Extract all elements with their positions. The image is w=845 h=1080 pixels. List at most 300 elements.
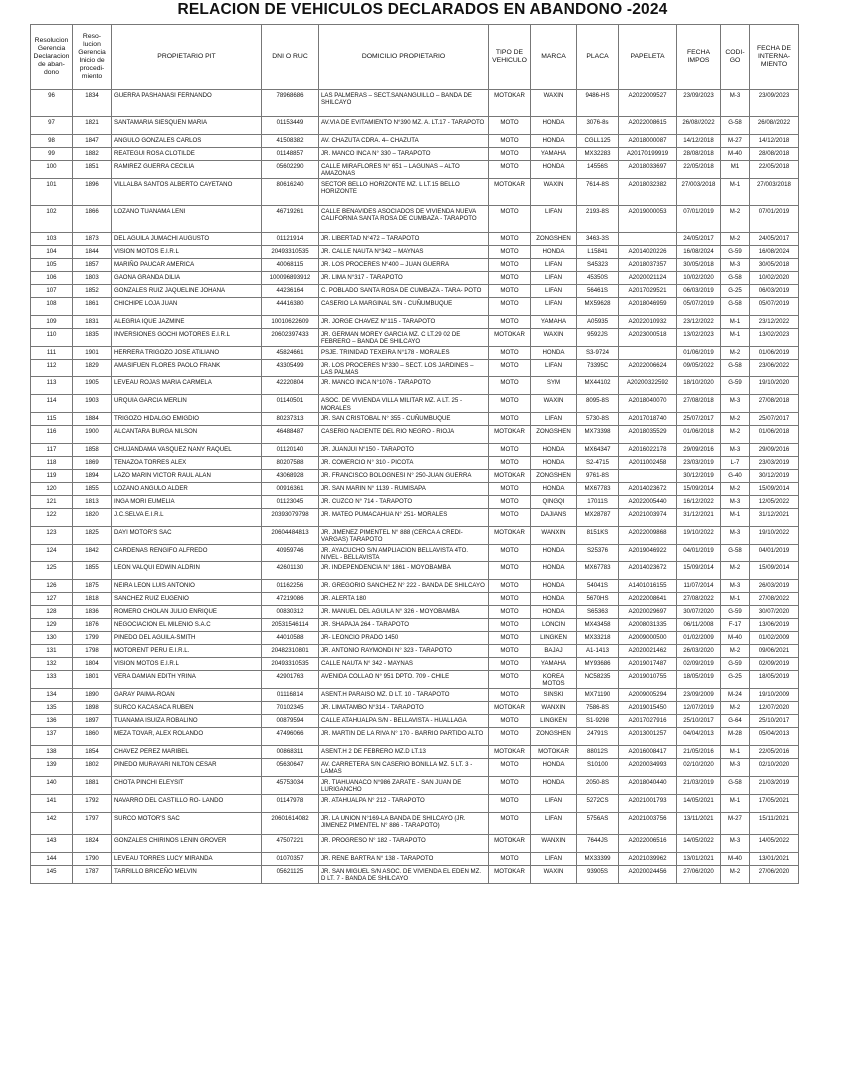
cell-papeleta: A2018037357 [619,259,677,272]
cell-marca: WAXIN [531,866,577,884]
cell-domicilio: JR. LOS PROCERES N°400 – JUAN GUERRA [319,259,489,272]
cell-dni-ruc: 40959746 [262,544,319,561]
cell-fecha-impos: 02/10/2020 [677,759,721,777]
cell-fecha-internamiento: 29/09/2016 [750,443,799,456]
cell-domicilio: JR. JORGE CHAVEZ N°115 - TARAPOTO [319,316,489,329]
table-row [31,702,799,715]
cell-papeleta: A2021003974 [619,508,677,526]
cell-tipo-vehiculo: MOTO [489,689,531,702]
cell-codigo: G-64 [721,715,750,728]
cell-res-abandono: 116 [31,425,73,443]
cell-propietario: TUANAMA ISUIZA ROBALINO [112,715,262,728]
table-row [31,835,799,853]
cell-propietario: NEGOCIACION EL MILENIO S.A.C [112,619,262,632]
cell-placa: S2-4715 [577,456,619,469]
cell-res-abandono: 135 [31,702,73,715]
table-row [31,443,799,456]
table-row [31,482,799,495]
cell-fecha-internamiento: 13/02/2023 [750,329,799,347]
cell-placa: 9592JS [577,329,619,347]
cell-papeleta: A2023000518 [619,329,677,347]
cell-placa: A05935 [577,316,619,329]
cell-placa: 5756AS [577,813,619,835]
cell-domicilio: JR. MARTIN DE LA RIVA N° 170 - BARRIO PARTIDO ALTO [319,728,489,746]
cell-dni-ruc: 43068928 [262,469,319,482]
cell-papeleta: A2019017487 [619,658,677,671]
cell-codigo: G-25 [721,671,750,689]
cell-res-inicio: 1905 [73,377,112,395]
cell-propietario: CHUJANDAMA VASQUEZ NANY RAQUEL [112,443,262,456]
cell-tipo-vehiculo: MOTO [489,316,531,329]
cell-fecha-impos: 12/07/2019 [677,702,721,715]
cell-propietario: HERRERA TRIGOZO JOSE ATILIANO [112,347,262,360]
cell-res-inicio: 1792 [73,795,112,813]
cell-res-inicio: 1896 [73,179,112,206]
cell-domicilio: LAS PALMERAS – SECT.SANANGUILLO – BANDA DE SHILCAYO [319,90,489,117]
cell-marca: LINGKEN [531,632,577,645]
cell-propietario: LAZO MARIN VICTOR RAUL ALAN [112,469,262,482]
cell-propietario: MARIÑO PAUCAR AMERICA [112,259,262,272]
cell-fecha-internamiento: 28/08/2018 [750,148,799,161]
cell-fecha-impos: 30/07/2020 [677,606,721,619]
cell-placa: MY93686 [577,658,619,671]
cell-marca: SYM [531,377,577,395]
cell-domicilio: JR. LIMATAMBO N°314 - TARAPOTO [319,702,489,715]
cell-marca: LIFAN [531,285,577,298]
cell-res-inicio: 1890 [73,689,112,702]
cell-tipo-vehiculo: MOTO [489,658,531,671]
cell-fecha-internamiento: 14/12/2018 [750,135,799,148]
cell-propietario: GONZALES CHIRINOS LENIN GROVER [112,835,262,853]
cell-papeleta: A2018035529 [619,425,677,443]
cell-fecha-impos: 14/05/2022 [677,835,721,853]
cell-domicilio: CALLE BENAVIDES ASOCIADOS DE VIVIENDA NUEVA CALIFORNIA SANTA ROSA DE CUMBAZA - TARAPOTO [319,206,489,233]
cell-marca: LIFAN [531,259,577,272]
cell-dni-ruc: 01070357 [262,853,319,866]
cell-placa: 56461S [577,285,619,298]
cell-res-inicio: 1836 [73,606,112,619]
table-row [31,795,799,813]
cell-propietario: TENAZOA TORRES ALEX [112,456,262,469]
cell-marca: MOTOKAR [531,746,577,759]
cell-propietario: PINEDO DEL AGUILA-SMITH [112,632,262,645]
cell-res-inicio: 1900 [73,425,112,443]
cell-fecha-impos: 28/08/2018 [677,148,721,161]
cell-tipo-vehiculo: MOTOKAR [489,90,531,117]
cell-domicilio: JR. RENE BARTRA N° 138 - TARAPOTO [319,853,489,866]
cell-domicilio: AV.VIA DE EVITAMIENTO N°390 MZ. A. LT.17 - TARAPOTO [319,117,489,135]
cell-dni-ruc: 42901763 [262,671,319,689]
cell-fecha-impos: 25/10/2017 [677,715,721,728]
table-row [31,853,799,866]
cell-propietario: VISION MOTOS E.I.R.L [112,658,262,671]
cell-fecha-internamiento: 30/07/2020 [750,606,799,619]
cell-propietario: CARDENAS RENGIFO ALFREDO [112,544,262,561]
cell-marca: LIFAN [531,853,577,866]
cell-dni-ruc: 46719261 [262,206,319,233]
cell-codigo: M-3 [721,580,750,593]
cell-marca: HONDA [531,606,577,619]
cell-res-abandono: 109 [31,316,73,329]
cell-res-abandono: 140 [31,777,73,795]
cell-placa: MX32283 [577,148,619,161]
cell-placa: MX73398 [577,425,619,443]
cell-res-inicio: 1894 [73,469,112,482]
cell-tipo-vehiculo: MOTO [489,246,531,259]
cell-papeleta: A2021039962 [619,853,677,866]
cell-papeleta: A2017018740 [619,412,677,425]
cell-res-abandono: 101 [31,179,73,206]
cell-papeleta: A2018040070 [619,395,677,412]
cell-placa: NC58235 [577,671,619,689]
cell-papeleta: A2020024456 [619,866,677,884]
cell-domicilio: JR. MATEO PUMACAHUA N° 251- MORALES [319,508,489,526]
cell-propietario: VISION MOTOS E.I.R.L [112,246,262,259]
cell-dni-ruc: 44236164 [262,285,319,298]
cell-dni-ruc: 20482310801 [262,645,319,658]
cell-fecha-internamiento: 01/06/2018 [750,425,799,443]
cell-res-inicio: 1787 [73,866,112,884]
cell-res-abandono: 117 [31,443,73,456]
cell-dni-ruc: 01153449 [262,117,319,135]
cell-domicilio: AVENIDA COLLAO N° 951 DPTO. 709 - CHILE [319,671,489,689]
cell-placa: S3-9724 [577,347,619,360]
cell-res-abandono: 138 [31,746,73,759]
cell-placa: 7644JS [577,835,619,853]
cell-res-inicio: 1869 [73,456,112,469]
cell-fecha-internamiento: 27/06/2020 [750,866,799,884]
cell-tipo-vehiculo: MOTO [489,206,531,233]
cell-tipo-vehiculo: MOTO [489,347,531,360]
cell-papeleta: A2019046922 [619,544,677,561]
table-row [31,285,799,298]
cell-fecha-impos: 27/08/2022 [677,593,721,606]
cell-res-inicio: 1881 [73,777,112,795]
cell-dni-ruc: 01148857 [262,148,319,161]
cell-codigo: M-1 [721,593,750,606]
cell-propietario: SANCHEZ RUIZ EUGENIO [112,593,262,606]
cell-marca: HONDA [531,544,577,561]
cell-marca: HONDA [531,347,577,360]
cell-domicilio: JR. AYACUCHO S/N AMPLIACION BELLAVISTA 4TO. NIVEL - BELLAVISTA [319,544,489,561]
cell-tipo-vehiculo: MOTOKAR [489,835,531,853]
table-row [31,117,799,135]
cell-marca: WANXIN [531,702,577,715]
cell-propietario: ANGULO GONZALES CARLOS [112,135,262,148]
cell-placa: S25376 [577,544,619,561]
cell-codigo: M-3 [721,259,750,272]
cell-domicilio: ASENT.H 2 DE FEBRERO MZ.D LT.13 [319,746,489,759]
cell-tipo-vehiculo: MOTO [489,728,531,746]
cell-res-abandono: 102 [31,206,73,233]
cell-codigo: G-40 [721,469,750,482]
cell-marca: ZONGSHEN [531,233,577,246]
cell-fecha-impos: 22/05/2018 [677,161,721,179]
cell-res-inicio: 1860 [73,728,112,746]
cell-res-inicio: 1897 [73,715,112,728]
header-marca: MARCA [531,25,577,90]
cell-res-inicio: 1821 [73,117,112,135]
cell-res-abandono: 131 [31,645,73,658]
cell-domicilio: ASENT.H PARAISO MZ. D LT. 10 - TARAPOTO [319,689,489,702]
cell-tipo-vehiculo: MOTO [489,544,531,561]
cell-tipo-vehiculo: MOTOKAR [489,746,531,759]
cell-domicilio: JR. MANUEL DEL AGUILA N° 326 - MOYOBAMBA [319,606,489,619]
cell-dni-ruc: 46488487 [262,425,319,443]
cell-fecha-internamiento: 30/05/2018 [750,259,799,272]
table-row [31,316,799,329]
header-propietario: PROPIETARIO PIT [112,25,262,90]
cell-res-inicio: 1803 [73,272,112,285]
cell-fecha-internamiento: 26/08//2022 [750,117,799,135]
cell-domicilio: JR. JIMENEZ PIMENTEL N° 888 (CERCA A CREDI- VARGAS) TARAPOTO [319,526,489,544]
cell-marca: DAJIANS [531,508,577,526]
cell-fecha-impos: 26/03/2020 [677,645,721,658]
cell-papeleta: A2020021124 [619,272,677,285]
cell-res-inicio: 1790 [73,853,112,866]
cell-papeleta: A2022008615 [619,117,677,135]
cell-codigo: M-3 [721,443,750,456]
table-row [31,272,799,285]
cell-domicilio: JR. SAN MARIN N° 1139 - RUMISAPA [319,482,489,495]
cell-fecha-internamiento: 23/09/2023 [750,90,799,117]
cell-dni-ruc: 40068115 [262,259,319,272]
cell-codigo: M-2 [721,425,750,443]
table-row [31,689,799,702]
table-row [31,395,799,412]
cell-placa: A1-1413 [577,645,619,658]
cell-tipo-vehiculo: MOTO [489,759,531,777]
cell-dni-ruc: 20493310535 [262,246,319,259]
table-row [31,645,799,658]
cell-fecha-impos: 13/01/2021 [677,853,721,866]
cell-marca: YAMAHA [531,148,577,161]
cell-tipo-vehiculo: MOTO [489,443,531,456]
cell-domicilio: JR. INDEPENDENCIA N° 1861 - MOYOBAMBA [319,562,489,580]
cell-fecha-impos: 10/02/2020 [677,272,721,285]
cell-codigo: M-3 [721,495,750,508]
table-row [31,298,799,316]
cell-placa: 5670HS [577,593,619,606]
cell-dni-ruc: 01147978 [262,795,319,813]
cell-tipo-vehiculo: MOTOKAR [489,526,531,544]
cell-marca: LIFAN [531,412,577,425]
cell-res-abandono: 141 [31,795,73,813]
cell-domicilio: JR. GERMAN MOREY GARCIA MZ. C LT.29 02 DE FEBRERO – BANDA DE SHILCAYO [319,329,489,347]
cell-domicilio: AV. CHAZUTA CDRA. 4– CHAZUTA [319,135,489,148]
cell-dni-ruc: 00830312 [262,606,319,619]
cell-dni-ruc: 45753034 [262,777,319,795]
cell-fecha-impos: 23/09/2023 [677,90,721,117]
table-row [31,259,799,272]
cell-res-inicio: 1858 [73,443,112,456]
cell-domicilio: ASOC. DE VIVIENDA VILLA MILITAR MZ. A LT. 25 -MORALES [319,395,489,412]
cell-dni-ruc: 47496066 [262,728,319,746]
cell-fecha-internamiento: 26/03/2019 [750,580,799,593]
cell-domicilio: JR. MANCO INCA N°1076 - TARAPOTO [319,377,489,395]
cell-res-inicio: 1903 [73,395,112,412]
cell-placa: 2050-8S [577,777,619,795]
cell-codigo: G-58 [721,298,750,316]
cell-propietario: LOZANO ANGULO ALDER [112,482,262,495]
cell-marca: HONDA [531,135,577,148]
cell-fecha-impos: 23/03/2019 [677,456,721,469]
cell-placa: MX67783 [577,562,619,580]
cell-fecha-impos: 11/07/2014 [677,580,721,593]
cell-res-abandono: 127 [31,593,73,606]
cell-res-abandono: 136 [31,715,73,728]
cell-marca: HONDA [531,580,577,593]
cell-marca: YAMAHA [531,658,577,671]
cell-papeleta: A20200322592 [619,377,677,395]
cell-domicilio: JR. ALERTA 180 [319,593,489,606]
cell-res-inicio: 1835 [73,329,112,347]
cell-tipo-vehiculo: MOTOKAR [489,702,531,715]
header-fecha-impos: FECHA IMPOS [677,25,721,90]
cell-domicilio: CALLE NAUTA N° 342 - MAYNAS [319,658,489,671]
cell-res-inicio: 1801 [73,671,112,689]
cell-dni-ruc: 44010588 [262,632,319,645]
cell-tipo-vehiculo: MOTO [489,272,531,285]
cell-fecha-internamiento: 19/10/2022 [750,526,799,544]
cell-marca: LONCIN [531,619,577,632]
table-row [31,671,799,689]
cell-res-inicio: 1847 [73,135,112,148]
cell-fecha-impos: 14/12/2018 [677,135,721,148]
cell-tipo-vehiculo: MOTO [489,259,531,272]
cell-res-abandono: 134 [31,689,73,702]
cell-domicilio: CALLE MIRAFLORES N° 651 – LAGUNAS – ALTO AMAZONAS [319,161,489,179]
cell-res-inicio: 1829 [73,360,112,377]
cell-placa: 54041S [577,580,619,593]
cell-res-abandono: 98 [31,135,73,148]
cell-fecha-internamiento: 15/09/2014 [750,482,799,495]
cell-tipo-vehiculo: MOTO [489,117,531,135]
cell-fecha-impos: 01/06/2019 [677,347,721,360]
table-row [31,759,799,777]
cell-codigo: G-59 [721,246,750,259]
cell-propietario: VILLALBA SANTOS ALBERTO CAYETANO [112,179,262,206]
cell-codigo: M-3 [721,526,750,544]
cell-tipo-vehiculo: MOTO [489,298,531,316]
cell-placa: L15841 [577,246,619,259]
cell-tipo-vehiculo: MOTO [489,580,531,593]
cell-propietario: GONZALES RUIZ JAQUELINE JOHANA [112,285,262,298]
cell-fecha-internamiento: 21/03/2019 [750,777,799,795]
cell-domicilio: C. POBLADO SANTA ROSA DE CUMBAZA - TARA- POTO [319,285,489,298]
cell-domicilio: JR. LIBERTAD N°472 – TARAPOTO [319,233,489,246]
cell-marca: ZONGSHEN [531,728,577,746]
cell-dni-ruc: 01140501 [262,395,319,412]
cell-placa: 3076-8s [577,117,619,135]
cell-codigo: M-24 [721,689,750,702]
vehicles-table [30,24,799,884]
cell-papeleta [619,347,677,360]
table-row [31,135,799,148]
cell-tipo-vehiculo: MOTO [489,148,531,161]
cell-placa: 5730-8S [577,412,619,425]
cell-papeleta: A2020029697 [619,606,677,619]
cell-marca: HONDA [531,443,577,456]
cell-res-abandono: 105 [31,259,73,272]
cell-marca: HONDA [531,246,577,259]
cell-res-abandono: 106 [31,272,73,285]
table-row [31,360,799,377]
cell-res-abandono: 118 [31,456,73,469]
cell-res-inicio: 1884 [73,412,112,425]
cell-tipo-vehiculo: MOTOKAR [489,469,531,482]
cell-papeleta: A2018040440 [619,777,677,795]
cell-marca: WANXIN [531,835,577,853]
cell-codigo: G-58 [721,272,750,285]
cell-propietario: MEZA TOVAR, ALEX ROLANDO [112,728,262,746]
cell-papeleta: A2021001793 [619,795,677,813]
cell-marca: LIFAN [531,360,577,377]
cell-codigo: G-59 [721,606,750,619]
header-domicilio: DOMICILIO PROPIETARIO [319,25,489,90]
cell-placa: 8095-8S [577,395,619,412]
cell-fecha-impos: 04/01/2019 [677,544,721,561]
table-row [31,508,799,526]
table-row [31,580,799,593]
cell-dni-ruc: 20493310535 [262,658,319,671]
cell-dni-ruc: 20531546114 [262,619,319,632]
cell-codigo: M-2 [721,233,750,246]
cell-res-inicio: 1851 [73,161,112,179]
cell-fecha-internamiento: 17/05/2021 [750,795,799,813]
cell-dni-ruc: 00868311 [262,746,319,759]
cell-domicilio: JR. PROGRESO N° 182 - TARAPOTO [319,835,489,853]
cell-codigo: G-59 [721,658,750,671]
cell-propietario: SANTAMARIA SIESQUEN MARIA [112,117,262,135]
cell-marca: WAXIN [531,395,577,412]
cell-res-abandono: 124 [31,544,73,561]
cell-tipo-vehiculo: MOTO [489,593,531,606]
table-row [31,377,799,395]
cell-fecha-internamiento: 23/06/2022 [750,360,799,377]
table-row [31,619,799,632]
table-row [31,813,799,835]
cell-propietario: CHOTA PINCHI ELEYSIT [112,777,262,795]
cell-fecha-internamiento: 30/12/2019 [750,469,799,482]
cell-res-abandono: 99 [31,148,73,161]
cell-fecha-impos: 13/02/2023 [677,329,721,347]
cell-tipo-vehiculo: MOTO [489,285,531,298]
cell-papeleta: A2022009868 [619,526,677,544]
cell-placa: 9761-8S [577,469,619,482]
table-row [31,90,799,117]
cell-fecha-internamiento: 19/10/2020 [750,377,799,395]
cell-papeleta: A2011002458 [619,456,677,469]
cell-fecha-internamiento: 05/07/2019 [750,298,799,316]
cell-fecha-impos: 31/12/2021 [677,508,721,526]
cell-fecha-impos: 04/04/2013 [677,728,721,746]
cell-domicilio: JR. JUANJUI N°150 - TARAPOTO [319,443,489,456]
cell-codigo: M-1 [721,795,750,813]
cell-res-abandono: 130 [31,632,73,645]
cell-papeleta: A2020034993 [619,759,677,777]
cell-res-abandono: 104 [31,246,73,259]
cell-res-abandono: 103 [31,233,73,246]
table-header-row [31,25,799,90]
cell-marca: WAXIN [531,90,577,117]
cell-fecha-impos: 23/12/2022 [677,316,721,329]
cell-dni-ruc: 20601614082 [262,813,319,835]
cell-codigo: M1 [721,161,750,179]
header-tipo-vehiculo: TIPO DE VEHICULO [489,25,531,90]
table-row [31,233,799,246]
cell-dni-ruc: 44416380 [262,298,319,316]
